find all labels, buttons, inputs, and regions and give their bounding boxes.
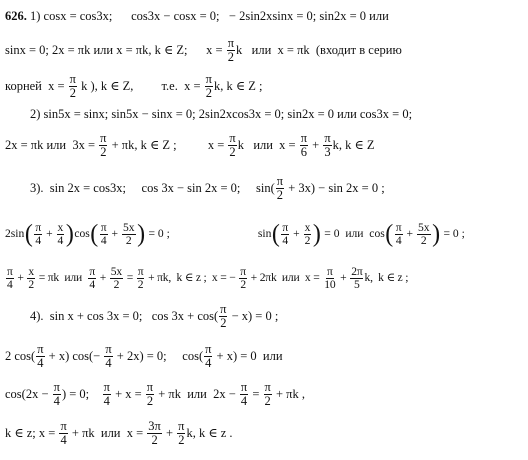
fraction-pi-2: $\frac{\pi}{2}$ — [276, 173, 284, 202]
fraction-5x-2: $\frac{5x}{2}$ — [417, 220, 430, 247]
line-1-text: 1) cosx = cos3x; cos3x − cosx = 0; − 2sin2xsinx = 0; sin2x = 0 или — [26, 8, 389, 23]
line-3-text-a: корней x = — [5, 78, 68, 93]
plus-sign: + — [403, 227, 416, 241]
fraction-x-4: $\frac{x}{4}$ — [57, 220, 64, 247]
line-11-text-a: cos(2x − — [5, 386, 52, 401]
line-8-text-a: = πk или — [36, 271, 88, 285]
line-12-text-c: k, k ∈ z . — [186, 425, 233, 440]
plus-sign: + — [162, 425, 177, 440]
line-11-text-b: ) = 0; — [61, 386, 102, 401]
fraction-pi-2: $\frac{\pi}{2}$ — [227, 35, 235, 64]
fraction-pi-10: $\frac{\pi}{10}$ — [324, 264, 336, 291]
plus-sign: + — [337, 271, 350, 285]
fraction-pi-4: $\frac{\pi}{4}$ — [105, 341, 112, 370]
line-3-text-c: k, k ∈ Z ; — [213, 78, 263, 93]
left-paren: ( — [90, 220, 99, 248]
fraction-x-2: $\frac{x}{2}$ — [28, 264, 35, 291]
right-paren: ) — [65, 220, 74, 248]
line-9 — [0, 298, 528, 334]
fraction-pi-2: $\frac{\pi}{2}$ — [205, 71, 212, 100]
fraction-pi-4: $\frac{\pi}{4}$ — [60, 418, 67, 447]
right-paren: ) — [312, 220, 321, 248]
fraction-pi-4: $\frac{\pi}{4}$ — [53, 379, 60, 408]
fraction-x-2: $\frac{x}{2}$ — [304, 220, 311, 247]
line-10-text-b: + x) cos(− — [45, 348, 104, 363]
line-7-sin: 2sin — [5, 227, 25, 241]
line-6 — [0, 170, 528, 206]
fraction-pi-2: $\frac{\pi}{2}$ — [240, 264, 246, 291]
line-7-mid: = 0 или cos — [321, 227, 385, 241]
equals-sign: = — [124, 271, 136, 285]
line-5 — [0, 126, 528, 164]
line-7-eq: = 0 ; — [145, 227, 170, 241]
line-9-text-b: − x) = 0 ; — [228, 308, 279, 323]
line-2 — [0, 30, 528, 70]
fraction-pi-2: $\frac{\pi}{2}$ — [146, 379, 154, 408]
line-8-text-b: + πk, k ∈ z ; x = − — [145, 271, 239, 285]
fraction-pi-4: $\frac{\pi}{4}$ — [35, 220, 42, 247]
line-5-text-e: k, k ∈ Z — [332, 137, 375, 152]
line-10-text-d: + x) = 0 или — [213, 348, 283, 363]
fraction-pi-4: $\frac{\pi}{4}$ — [89, 264, 96, 291]
line-3 — [0, 68, 528, 104]
line-10 — [0, 338, 528, 374]
fraction-pi-6: $\frac{\pi}{6}$ — [300, 130, 308, 159]
left-paren: ( — [385, 220, 394, 248]
line-10-text-c: + 2x) = 0; cos( — [113, 348, 204, 363]
line-6-text-a: 3). sin 2x = cos3x; cos 3x − sin 2x = 0; sin( — [30, 180, 275, 195]
problem-number: 626. — [5, 8, 27, 23]
plus-sign: + — [14, 271, 27, 285]
fraction-pi-2: $\frac{\pi}{2}$ — [137, 264, 144, 291]
line-3-text-b: k ), k ∈ Z, т.е. x = — [77, 78, 204, 93]
fraction-pi-2: $\frac{\pi}{2}$ — [69, 71, 76, 100]
line-8-text-d: k, k ∈ z ; — [364, 271, 409, 285]
fraction-pi-2: $\frac{\pi}{2}$ — [100, 130, 107, 159]
fraction-pi-4: $\frac{\pi}{4}$ — [205, 341, 212, 370]
right-paren: ) — [137, 220, 146, 248]
line-5-text-d: + — [309, 137, 323, 152]
line-2-text-a: sinx = 0; 2x = πk или x = πk, k ∈ Z; x = — [5, 42, 226, 57]
line-1 — [0, 5, 528, 27]
fraction-pi-4: $\frac{\pi}{4}$ — [37, 341, 44, 370]
fraction-pi-2: $\frac{\pi}{2}$ — [264, 379, 271, 408]
fraction-5x-2: $\frac{5x}{2}$ — [110, 264, 122, 291]
plus-sign: + — [43, 227, 56, 241]
fraction-pi-2: $\frac{\pi}{2}$ — [229, 130, 236, 159]
right-paren: ) — [432, 220, 441, 248]
line-5-text-b: + πk, k ∈ Z ; x = — [108, 137, 228, 152]
fraction-5x-2: $\frac{5x}{2}$ — [123, 220, 135, 247]
fraction-pi-4: $\frac{\pi}{4}$ — [7, 264, 13, 291]
line-7-sin-2: sin — [257, 227, 272, 241]
left-paren: ( — [24, 220, 33, 248]
fraction-3pi-2: $\frac{3\pi}{2}$ — [148, 418, 161, 447]
line-11 — [0, 376, 528, 412]
line-11-text-e: + πk , — [272, 386, 305, 401]
line-8 — [0, 260, 528, 296]
fraction-pi-3: $\frac{\pi}{3}$ — [324, 130, 331, 159]
line-5-text-a: 2x = πk или 3x = — [5, 137, 99, 152]
fraction-pi-4: $\frac{\pi}{4}$ — [100, 220, 107, 247]
plus-sign: + — [108, 227, 121, 241]
line-9-text-a: 4). sin x + cos 3x = 0; cos 3x + cos( — [30, 308, 219, 323]
fraction-pi-2: $\frac{\pi}{2}$ — [178, 418, 185, 447]
line-4 — [0, 104, 528, 124]
plus-sign: + — [97, 271, 109, 285]
line-7 — [0, 214, 528, 254]
plus-sign: + — [290, 227, 303, 241]
line-10-text-a: 2 cos( — [5, 348, 36, 363]
left-paren: ( — [271, 220, 280, 248]
equals-sign: = — [249, 386, 263, 401]
line-7-cos: cos — [74, 227, 90, 241]
fraction-pi-4: $\frac{\pi}{4}$ — [282, 220, 289, 247]
fraction-pi-2: $\frac{\pi}{2}$ — [220, 301, 227, 330]
fraction-pi-4: $\frac{\pi}{4}$ — [240, 379, 248, 408]
fraction-2pi-5: $\frac{2\pi}{5}$ — [351, 264, 363, 291]
fraction-pi-4: $\frac{\pi}{4}$ — [395, 220, 402, 247]
line-8-text-c: + 2πk или x = — [247, 271, 323, 285]
line-12 — [0, 414, 528, 452]
line-2-text-b: k или x = πk (входит в серию — [236, 42, 402, 57]
line-12-text-b: + πk или x = — [68, 425, 147, 440]
line-12-text-a: k ∈ z; x = — [5, 425, 59, 440]
line-11-text-c: + x = — [111, 386, 145, 401]
line-4-text: 2) sin5x = sinx; sin5x − sinx = 0; 2sin2xcos3x = 0; sin2x = 0 или cos3x = 0; — [30, 106, 413, 121]
line-11-text-d: + πk или 2x − — [155, 386, 239, 401]
line-6-text-b: + 3x) − sin 2x = 0 ; — [285, 180, 385, 195]
line-7-end: = 0 ; — [440, 227, 465, 241]
line-5-text-c: k или x = — [237, 137, 299, 152]
fraction-pi-4: $\frac{\pi}{4}$ — [103, 379, 110, 408]
